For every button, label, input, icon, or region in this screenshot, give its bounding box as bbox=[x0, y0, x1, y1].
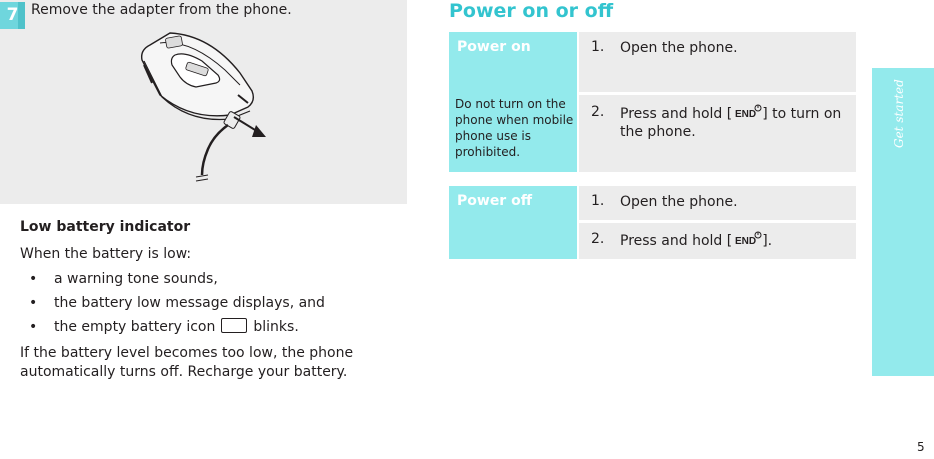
power-off-label: Power off bbox=[457, 193, 533, 209]
empty-battery-icon bbox=[221, 318, 247, 333]
step-text-before: Press and hold [ bbox=[620, 233, 733, 249]
power-off-label-cell bbox=[449, 186, 577, 259]
step-number-badge: 7 bbox=[0, 2, 25, 29]
step-text bbox=[620, 231, 852, 250]
power-off-step-2 bbox=[579, 223, 856, 259]
battery-bullet-3 bbox=[54, 318, 299, 337]
power-on-label: Power on bbox=[457, 39, 531, 55]
step-number: 1. bbox=[591, 193, 605, 209]
power-on-step-2 bbox=[579, 95, 856, 172]
end-key-label: END bbox=[735, 109, 757, 120]
battery-bullet-2: the battery low message displays, and bbox=[54, 295, 325, 311]
step-text-after: ] to turn on the phone. bbox=[620, 106, 842, 140]
battery-bullet-3-suffix: blinks. bbox=[253, 319, 299, 335]
step-text: Open the phone. bbox=[620, 194, 738, 210]
step-number: 1. bbox=[591, 39, 605, 55]
step-text bbox=[620, 104, 852, 141]
chapter-tab-label bbox=[872, 68, 906, 188]
end-key-icon bbox=[732, 104, 762, 120]
chapter-tab-text: Get started bbox=[892, 79, 906, 148]
section-title: Power on or off bbox=[449, 0, 614, 22]
battery-intro: When the battery is low: bbox=[20, 246, 192, 262]
power-on-label-cell bbox=[449, 32, 577, 172]
battery-bullet-3-text: the empty battery icon bbox=[54, 319, 216, 335]
step-instruction: Remove the adapter from the phone. bbox=[31, 2, 292, 18]
step-number: 2. bbox=[591, 231, 605, 247]
step-badge-shade bbox=[18, 2, 25, 29]
phone-adapter-illustration bbox=[130, 25, 280, 195]
bullet-marker: • bbox=[29, 271, 38, 287]
battery-note: If the battery level becomes too low, the phone automatically turns off. Recharge your battery. bbox=[20, 345, 354, 380]
page-number: 5 bbox=[917, 440, 925, 454]
power-off-step-1 bbox=[579, 186, 856, 220]
power-on-note: Do not turn on the phone when mobile phone use is prohibited. bbox=[455, 97, 574, 159]
bullet-marker: • bbox=[29, 319, 38, 335]
step-text-after: ]. bbox=[762, 233, 773, 249]
end-key-label: END bbox=[735, 236, 757, 247]
step-text-before: Press and hold [ bbox=[620, 106, 733, 122]
battery-heading: Low battery indicator bbox=[20, 219, 191, 235]
bullet-marker: • bbox=[29, 295, 38, 311]
power-on-step-1 bbox=[579, 32, 856, 92]
step-text: Open the phone. bbox=[620, 40, 738, 56]
end-key-icon bbox=[732, 231, 762, 247]
battery-bullet-1: a warning tone sounds, bbox=[54, 271, 218, 287]
step-number: 2. bbox=[591, 104, 605, 120]
step-illustration-panel bbox=[0, 0, 407, 204]
